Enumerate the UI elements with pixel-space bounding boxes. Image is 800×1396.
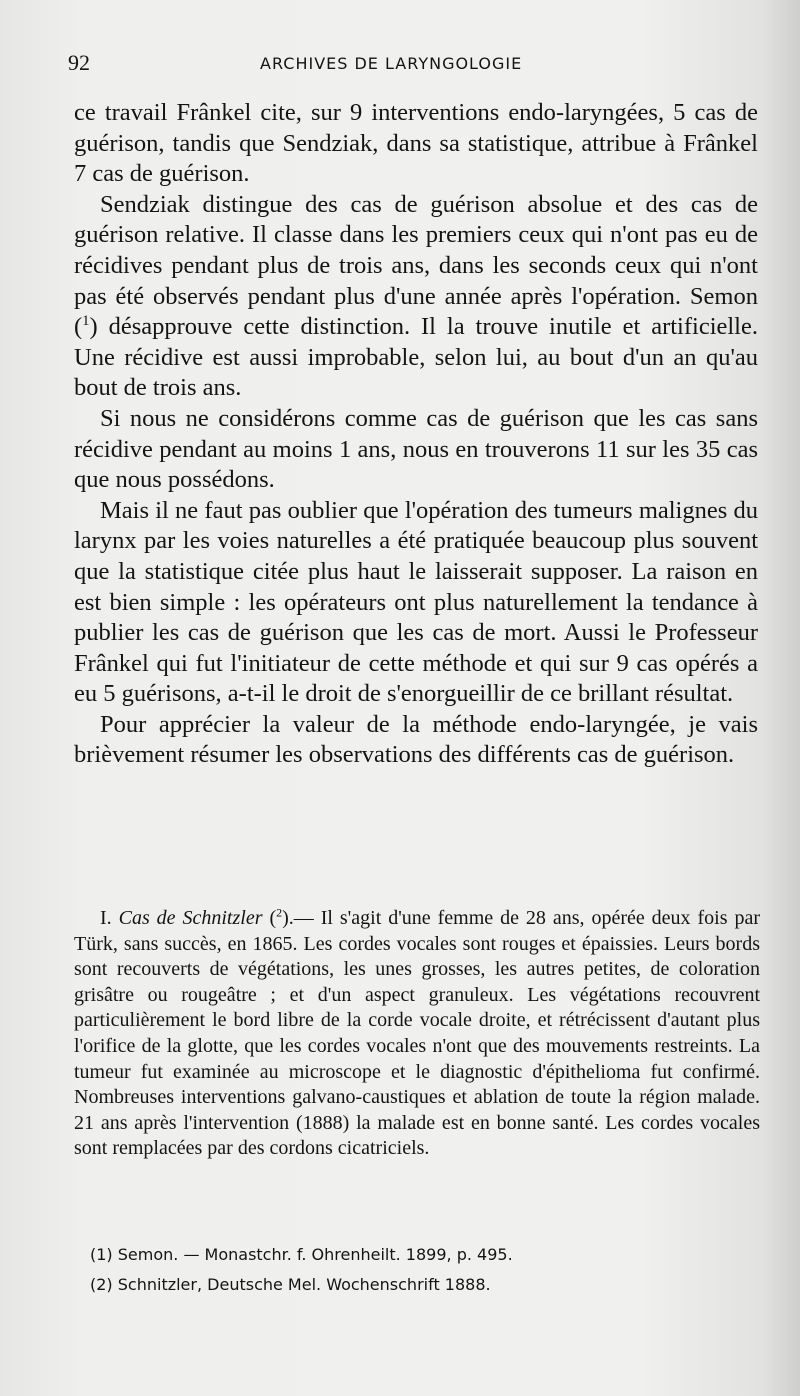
page-header xyxy=(68,50,758,74)
observation-case-1 xyxy=(74,906,760,1162)
paragraph-1: ce travail Frânkel cite, sur 9 interventions endo-laryngées, 5 cas de guérison, tandis que Sendziak, dans sa statistique, attribue à Frânkel 7 cas de guérison. xyxy=(74,99,758,188)
footnote-1 xyxy=(90,1240,750,1270)
paragraph-3: Si nous ne considérons comme cas de guérison que les cas sans récidive pendant au moins 1 ans, nous en trouverons 11 sur les 35 cas que nous possédons. xyxy=(74,404,758,494)
observation-paragraph xyxy=(74,906,760,1162)
running-head: ARCHIVES DE LARYNGOLOGIE xyxy=(260,54,523,73)
footnotes xyxy=(90,1240,750,1300)
paragraph-5: Pour apprécier la valeur de la méthode endo-laryngée, je vais brièvement résumer les observations des différents cas de guérison. xyxy=(74,710,758,769)
paragraph-2-start: Sendziak distingue des cas de guérison absolue et des cas de guérison relative. Il classe dans les premiers ceux qui n'ont pas eu de récidives pendant plus de trois ans, dans les seconds ceux qui n'ont pas été observés pendant plus d'une année après l'opération. Semon ( xyxy=(74,190,758,341)
footnote-2 xyxy=(90,1270,750,1300)
footnote-marker: (1) xyxy=(90,1245,113,1264)
footnote-text: Semon. — Monastchr. f. Ohrenheilt. 1899, p. 495. xyxy=(112,1245,513,1264)
case-numeral: I. xyxy=(100,907,119,929)
paragraph-2-end: ) désapprouve cette distinction. Il la trouve inutile et artificielle. Une récidive est aussi improbable, selon lui, au bout d'un an qu'au bout de trois ans. xyxy=(74,313,758,402)
case-ref-open: ( xyxy=(262,907,277,929)
footnote-text: Schnitzler, Deutsche Mel. Wochenschrift 1888. xyxy=(112,1275,491,1294)
case-title: Cas de Schnitzler xyxy=(118,907,263,929)
page-number: 92 xyxy=(68,50,90,75)
case-text: ).— Il s'agit d'une femme de 28 ans, opérée deux fois par Türk, sans succès, en 1865. Les cordes vocales sont rouges et épaissies. Leurs bords sont recouverts de végétations, les unes grosses, les autres petites, de coloration grisâtre ou rougeâtre ; et d'un aspect granuleux. Les végétations recouvrent particulièrement le bord libre de la corde vocale droite, et rétrécissent d'autant plus l'orifice de la glotte, que les cordes vocales n'ont que des mouvements restreints. La tumeur fut examinée au microscope et le diagnostic d'épithelioma fut confirmé. Nombreuses interventions galvano-caustiques et ablation de toute la région malade. 21 ans après l'intervention (1888) la malade est en bonne santé. Les cordes vocales sont remplacées par des cordons cicatriciels. xyxy=(74,907,760,1160)
footnote-ref-2: 2 xyxy=(276,905,283,920)
paragraph-2 xyxy=(74,190,758,404)
footnote-ref-1: 1 xyxy=(82,313,90,329)
body-text xyxy=(74,98,758,771)
paragraph-4: Mais il ne faut pas oublier que l'opération des tumeurs malignes du larynx par les voies naturelles a été pratiquée beaucoup plus souvent que la statistique citée plus haut le laisserait supposer. La raison en est bien simple : les opérateurs ont plus naturellement la tendance à publier les cas de guérison que les cas de mort. Aussi le Professeur Frânkel qui fut l'initiateur de cette méthode et qui sur 9 cas opérés a eu 5 guérisons, a-t-il le droit de s'enorgueillir de ce brillant résultat. xyxy=(74,496,758,708)
footnote-marker: (2) xyxy=(90,1275,113,1294)
